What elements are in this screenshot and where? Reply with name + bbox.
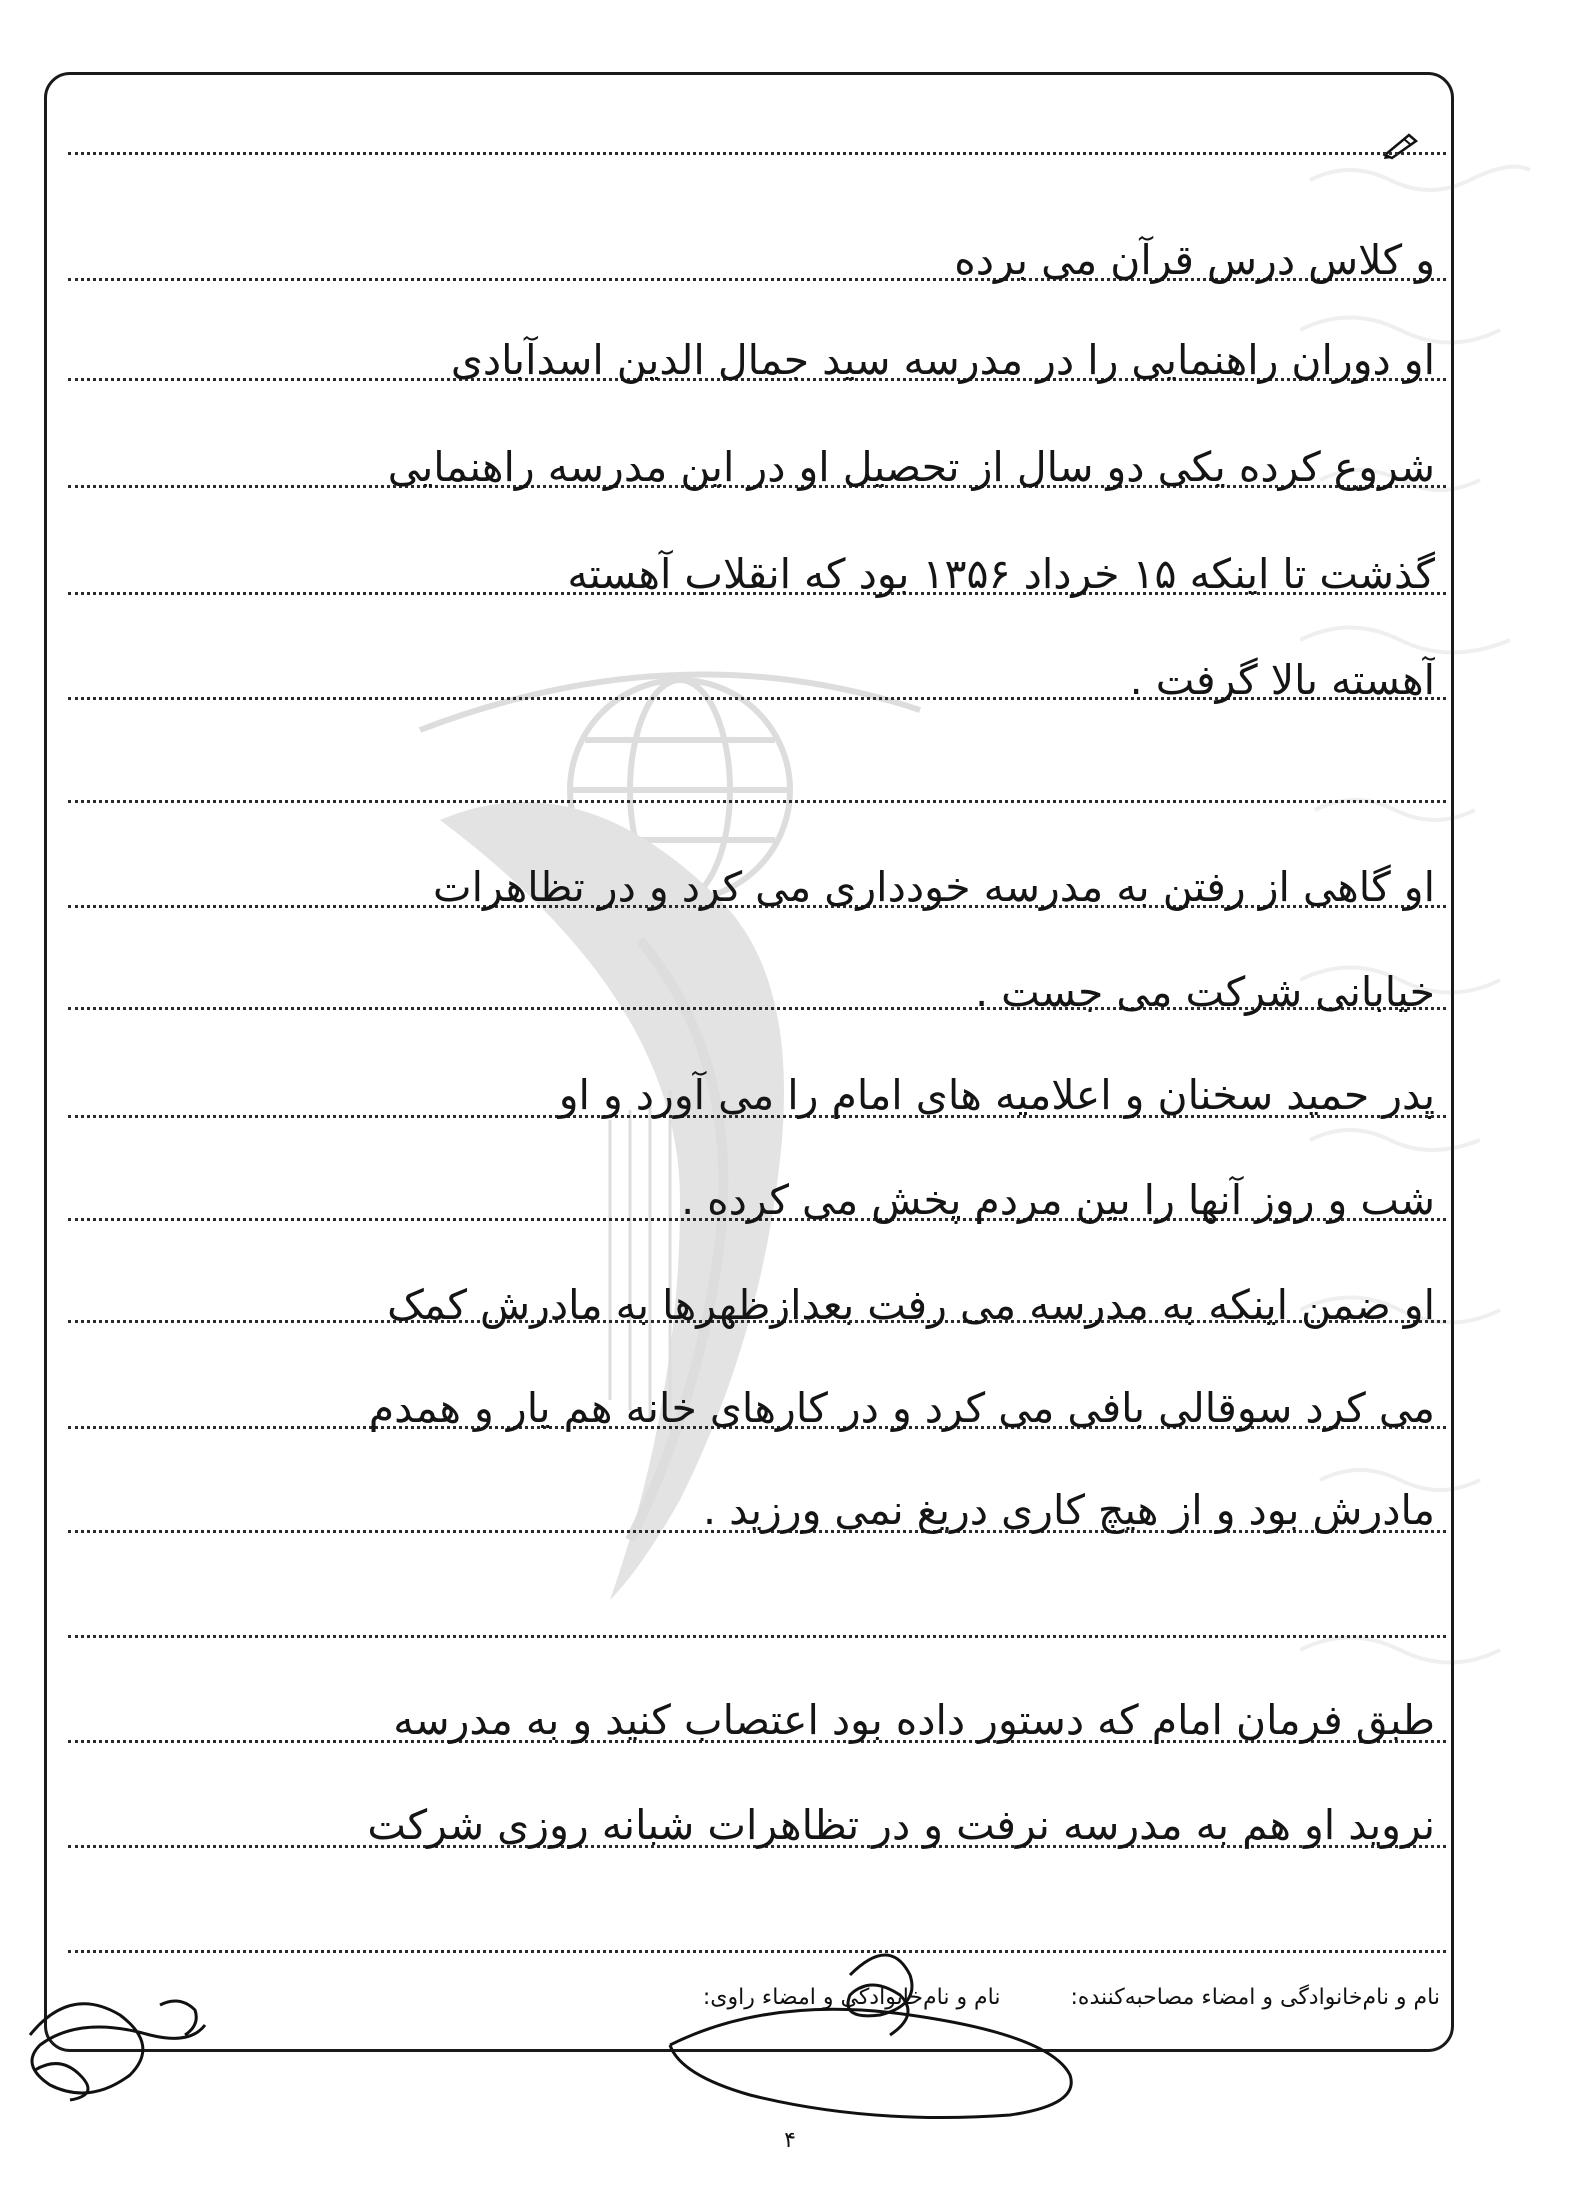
page-number: ۴ — [784, 2128, 796, 2153]
handwritten-line: آهسته بالا گرفت . — [1129, 656, 1435, 704]
handwritten-line: گذشت تا اینکه ۱۵ خرداد ۱۳۵۶ بود که انقلاب آهسته — [567, 550, 1435, 598]
handwritten-line: پدر حمید سخنان و اعلامیه های امام را می آورد و او — [558, 1071, 1435, 1119]
handwritten-line: طبق فرمان امام که دستور داده بود اعتصاب کنید و به مدرسه — [393, 1696, 1435, 1744]
handwritten-line: می کرد سوقالی بافی می کرد و در کارهای خانه هم یار و همدم — [368, 1384, 1435, 1432]
handwritten-line: و کلاس درس قرآن می برده — [954, 236, 1435, 284]
ruled-line — [68, 1635, 1446, 1638]
interviewer-label: نام و نام‌خانوادگی و امضاء مصاحبه‌کننده: — [1070, 1985, 1440, 2010]
handwritten-line: او ضمن اینکه به مدرسه می رفت بعدازظهرها به مادرش کمک — [387, 1281, 1435, 1329]
ruled-line — [68, 800, 1446, 803]
handwritten-line: خیابانی شرکت می جست . — [975, 968, 1435, 1016]
handwritten-line: شب و روز آنها را بین مردم پخش می کرده . — [681, 1176, 1435, 1224]
handwritten-line: او دوران راهنمایی را در مدرسه سید جمال الدین اسدآبادی — [450, 336, 1435, 384]
narrator-signature — [10, 1975, 220, 2105]
handwritten-line: شروع کرده یکی دو سال از تحصیل او در این مدرسه راهنمایی — [387, 443, 1435, 491]
pen-icon — [1382, 130, 1420, 160]
handwritten-line: نروید او هم به مدرسه نرفت و در تظاهرات شبانه روزی شرکت — [367, 1801, 1435, 1849]
globe-emblem-watermark — [380, 640, 940, 1620]
ruled-line — [68, 152, 1446, 155]
handwritten-line: مادرش بود و از هیچ کاری دریغ نمی ورزید . — [703, 1486, 1435, 1534]
handwritten-line: او گاهی از رفتن به مدرسه خودداری می کرد و در تظاهرات — [432, 863, 1435, 911]
narrator-label: نام و نام‌خانوادگی و امضاء راوی: — [702, 1985, 1001, 2010]
interviewer-signature — [650, 1935, 1090, 2125]
